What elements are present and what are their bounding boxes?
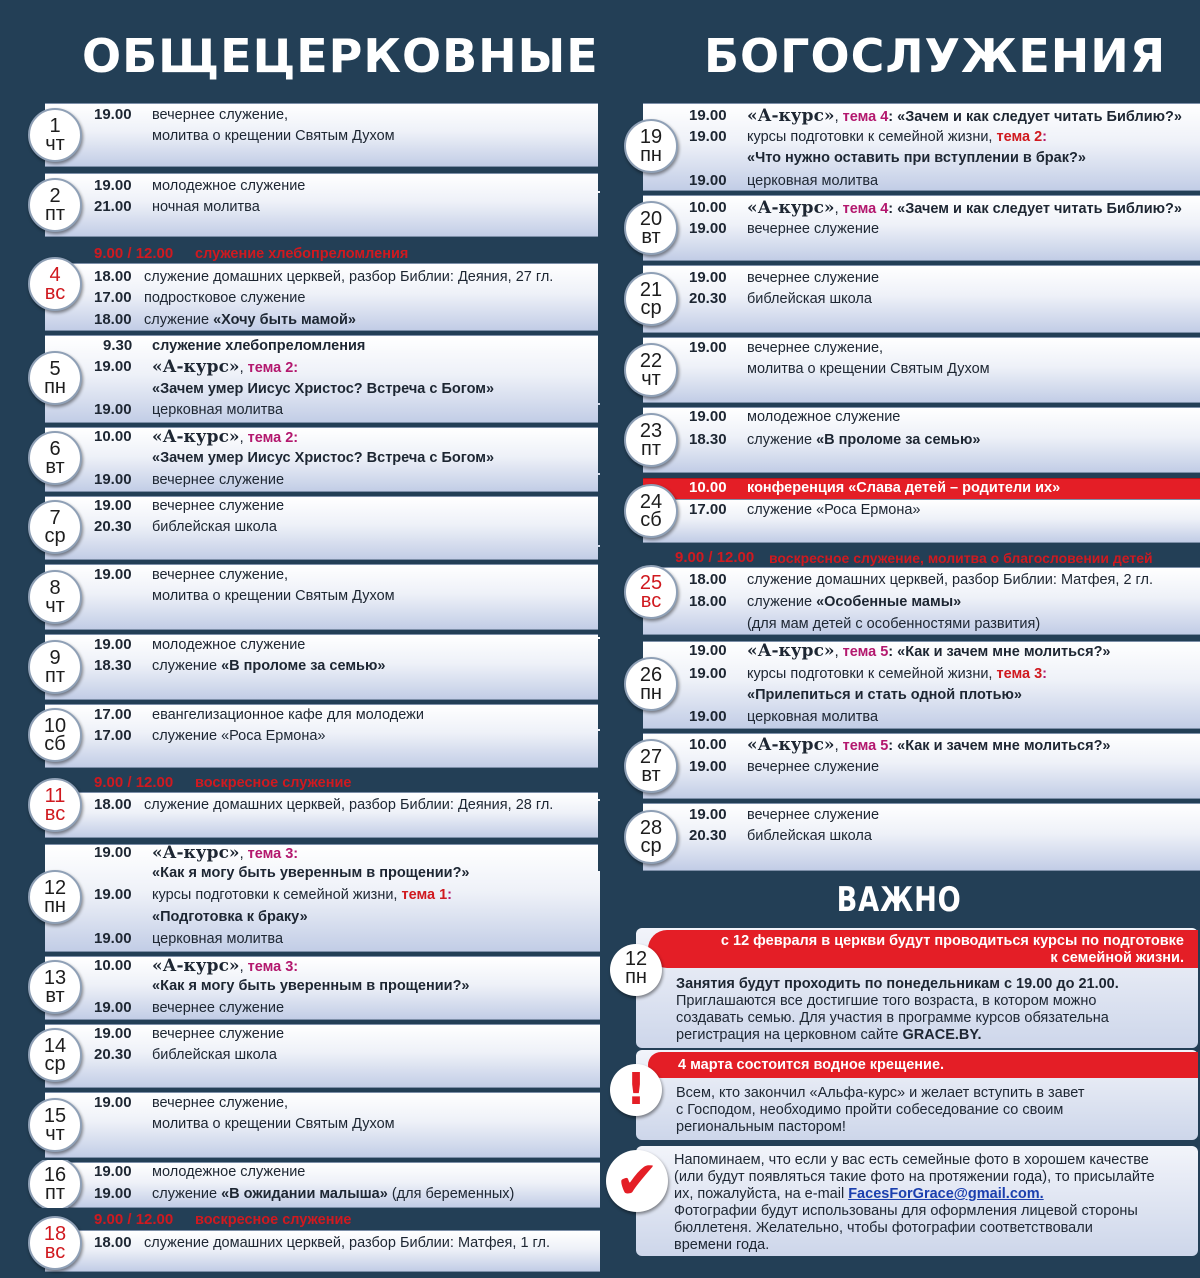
day-block-6	[0, 425, 600, 492]
day-block-21	[598, 263, 1200, 333]
event-time: 17.00	[94, 727, 132, 744]
event-text: молодежное служение	[747, 409, 901, 425]
event-text: «А-курс», тема 5: «Как и зачем мне молиться?»	[747, 735, 1111, 755]
event-text: вечернее служение	[152, 1026, 285, 1042]
event-text: вечернее служение	[152, 1000, 285, 1016]
date-badge: 28 ср	[624, 810, 678, 864]
day-block-12	[0, 842, 600, 952]
day-block-4	[0, 241, 600, 331]
event-time: 19.00	[94, 1025, 132, 1042]
event-text: вечернее служение,	[152, 107, 289, 123]
event-text: «А-курс», тема 4: «Зачем и как следует читать Библию?»	[747, 106, 1182, 126]
event-text: вечернее служение	[152, 498, 285, 514]
event-text: курсы подготовки к семейной жизни, тема 2:	[747, 129, 1047, 145]
notice-text: Всем, кто закончил «Альфа-курс» и желает вступить в завет с Господом, необходимо пройти собеседование со своим региональным пастором!	[676, 1085, 1085, 1135]
date-badge: 11 вс	[28, 778, 82, 832]
event-text: (для мам детей с особенностями развития)	[747, 616, 1041, 632]
event-time: 19.00	[94, 358, 132, 375]
header-title-left: ОБЩЕЦЕРКОВНЫЕ	[82, 29, 599, 83]
event-text: молодежное служение	[152, 1164, 306, 1180]
event-text: служение «Роса Ермона»	[152, 728, 326, 744]
event-time: 9.00 / 12.00	[94, 1211, 174, 1228]
event-text: молодежное служение	[152, 637, 306, 653]
event-text: подростковое служение	[144, 290, 306, 306]
event-time: 9.00 / 12.00	[94, 245, 174, 262]
event-text: евангелизационное кафе для молодежи	[152, 707, 424, 723]
day-block-7	[0, 494, 600, 560]
date-badge: 6 вт	[28, 431, 82, 485]
event-text: служение хлебопреломления	[152, 338, 366, 354]
date-badge: 23 пт	[624, 413, 678, 467]
event-time: 18.00	[689, 571, 727, 588]
event-time: 10.00	[94, 428, 132, 445]
notice-text: Напоминаем, что если у вас есть семейные фото в хорошем качестве (или будут появляться такие фото на протяжении года), то присылайте их, пожалуйста, на e-mail FacesForGrace@gmail.com. Фотографии будут использованы для оформления лицевой стороны бюллетеня. Желательно, чтобы фотографии соответствовали времени года.	[674, 1152, 1155, 1253]
event-time: 19.00	[94, 844, 132, 861]
event-time: 10.00	[689, 736, 727, 753]
date-badge: 16 пт	[28, 1160, 82, 1208]
date-badge: 5 пн	[28, 351, 82, 405]
date-badge: 14 ср	[28, 1028, 82, 1082]
event-time: 18.00	[94, 1234, 132, 1251]
date-badge: 4 вс	[28, 257, 82, 311]
event-text: вечернее служение,	[747, 340, 884, 356]
day-block-25	[598, 547, 1200, 637]
event-time: 19.00	[689, 408, 727, 425]
date-badge: 7 ср	[28, 500, 82, 554]
event-text: молитва о крещении Святым Духом	[152, 588, 395, 604]
event-time: 10.00	[94, 957, 132, 974]
notice-headline: с 12 февраля в церкви будут проводиться курсы по подготовке	[720, 933, 1184, 949]
notice-photos	[636, 1146, 1198, 1256]
date-badge: 27 вт	[624, 739, 678, 793]
event-time: 10.00	[689, 479, 727, 496]
day-block-28	[598, 801, 1200, 871]
event-time: 19.00	[689, 107, 727, 124]
date-badge: 26 пн	[624, 657, 678, 711]
notice-baptism	[636, 1050, 1198, 1140]
page-header	[0, 0, 1200, 100]
event-text: «А-курс», тема 2:	[152, 427, 299, 447]
event-time: 19.00	[94, 401, 132, 418]
notice-text: Занятия будут проходить по понедельникам с 19.00 до 21.00. Приглашаются все достигшие того возраста, в котором можно создавать семью. Для участия в программе курсов обязательна регистрация на церковном сайте GRACE.BY.	[676, 976, 1119, 1043]
event-time: 19.00	[94, 471, 132, 488]
event-text: вечернее служение	[747, 759, 880, 775]
event-text: молитва о крещении Святым Духом	[152, 128, 395, 144]
date-badge: 21 ср	[624, 272, 678, 326]
event-time: 18.00	[94, 311, 132, 328]
day-block-11	[0, 770, 600, 840]
event-time: 19.00	[689, 339, 727, 356]
date-badge: 18 вс	[28, 1216, 82, 1270]
event-text: служение домашних церквей, разбор Библии: Матфея, 1 гл.	[144, 1235, 551, 1251]
event-text: вечернее служение	[152, 472, 285, 488]
event-time: 19.00	[94, 1163, 132, 1180]
date-badge: 19 пн	[624, 119, 678, 173]
event-text: служение «Роса Ермона»	[747, 502, 921, 518]
date-badge: 25 вс	[624, 565, 678, 619]
event-text: вечернее служение,	[152, 1095, 289, 1111]
event-text: «Как я могу быть уверенным в прощении?»	[152, 865, 470, 881]
event-time: 18.30	[94, 657, 132, 674]
event-text: «А-курс», тема 3:	[152, 843, 299, 863]
event-time: 19.00	[94, 566, 132, 583]
event-time: 18.00	[94, 796, 132, 813]
event-text: вечернее служение,	[152, 567, 289, 583]
event-time: 17.00	[94, 289, 132, 306]
event-text: «А-курс», тема 2:	[152, 357, 299, 377]
event-time: 19.00	[689, 806, 727, 823]
day-block-2	[0, 171, 600, 239]
date-badge: 10 сб	[28, 708, 82, 762]
event-text: «А-курс», тема 4: «Зачем и как следует читать Библию?»	[747, 198, 1182, 218]
event-text: служение «Особенные мамы»	[747, 594, 962, 610]
event-text: воскресное служение, молитва о благословении детей	[769, 550, 1153, 566]
date-badge: 13 вт	[28, 960, 82, 1014]
notice-headline: 4 марта состоится водное крещение.	[678, 1057, 945, 1073]
day-block-16	[0, 1160, 600, 1208]
event-time: 10.00	[689, 199, 727, 216]
event-time: 19.00	[94, 106, 132, 123]
event-time: 18.30	[689, 431, 727, 448]
event-text: служение «В проломе за семью»	[747, 432, 981, 448]
day-block-5	[0, 333, 600, 423]
event-text: служение «В ожидании малыша» (для беременных)	[152, 1186, 515, 1202]
day-block-9	[0, 632, 600, 700]
day-block-15	[0, 1090, 600, 1158]
checkmark-icon: ✔	[606, 1150, 668, 1212]
event-text: конференция «Слава детей – родители их»	[747, 480, 1061, 496]
event-time: 19.00	[689, 269, 727, 286]
event-time: 19.00	[689, 128, 727, 145]
event-text: курсы подготовки к семейной жизни, тема 1:	[152, 887, 452, 903]
event-time: 17.00	[94, 706, 132, 723]
day-block-10	[0, 702, 600, 768]
date-badge: 9 пт	[28, 640, 82, 694]
event-text: церковная молитва	[152, 402, 284, 418]
event-time: 19.00	[94, 1185, 132, 1202]
date-badge: 12 пн	[28, 870, 82, 924]
day-block-19	[598, 101, 1200, 191]
day-block-23	[598, 405, 1200, 473]
event-text: церковная молитва	[747, 173, 879, 189]
event-text: библейская школа	[152, 1047, 277, 1063]
day-block-14	[0, 1022, 600, 1088]
day-block-24	[598, 475, 1200, 545]
day-block-13	[0, 954, 600, 1020]
event-time: 19.00	[94, 999, 132, 1016]
event-text: служение домашних церквей, разбор Библии: Деяния, 28 гл.	[144, 797, 554, 813]
event-time: 19.00	[689, 665, 727, 682]
event-text: воскресное служение	[195, 775, 352, 791]
event-time: 19.00	[689, 220, 727, 237]
day-block-1	[0, 101, 600, 169]
event-time: 20.30	[94, 518, 132, 535]
event-text: молодежное служение	[152, 178, 306, 194]
event-time: 19.00	[94, 636, 132, 653]
day-block-20	[598, 193, 1200, 261]
date-badge: 8 чт	[28, 570, 82, 624]
exclamation-icon: !	[610, 1064, 662, 1116]
event-text: молитва о крещении Святым Духом	[747, 361, 990, 377]
day-block-22	[598, 335, 1200, 403]
event-time: 17.00	[689, 501, 727, 518]
event-text: воскресное служение	[195, 1212, 352, 1228]
notice-courses	[636, 928, 1198, 1048]
event-text: «Зачем умер Иисус Христос? Встреча с Богом»	[152, 381, 495, 397]
event-text: «Зачем умер Иисус Христос? Встреча с Богом»	[152, 450, 495, 466]
event-time: 19.00	[689, 758, 727, 775]
notice-headline: к семейной жизни.	[1050, 950, 1184, 966]
event-text: «Подготовка к браку»	[152, 909, 308, 925]
event-time: 9.00 / 12.00	[94, 774, 174, 791]
event-text: церковная молитва	[747, 709, 879, 725]
date-badge: 15 чт	[28, 1098, 82, 1152]
date-badge: 20 вт	[624, 201, 678, 255]
event-text: «А-курс», тема 5: «Как и зачем мне молиться?»	[747, 641, 1111, 661]
date-badge: 2 пт	[28, 178, 82, 232]
event-text: молитва о крещении Святым Духом	[152, 1116, 395, 1132]
event-text: вечернее служение	[747, 807, 880, 823]
event-time: 9.00 / 12.00	[675, 549, 755, 566]
date-badge: 1 чт	[28, 108, 82, 162]
event-text: библейская школа	[747, 291, 872, 307]
day-block-8	[0, 562, 600, 630]
event-text: служение «В проломе за семью»	[152, 658, 386, 674]
date-badge: 22 чт	[624, 343, 678, 397]
event-time: 19.00	[94, 497, 132, 514]
event-time: 19.00	[94, 177, 132, 194]
important-title: ВАЖНО	[836, 880, 962, 920]
date-badge: 24 сб	[624, 484, 678, 538]
event-text: библейская школа	[747, 828, 872, 844]
event-time: 18.00	[689, 593, 727, 610]
date-badge: 12 пн	[610, 944, 662, 996]
event-time: 20.30	[689, 290, 727, 307]
event-time: 20.30	[94, 1046, 132, 1063]
event-text: служение «Хочу быть мамой»	[144, 312, 356, 328]
event-time: 19.00	[94, 1094, 132, 1111]
event-text: служение домашних церквей, разбор Библии: Деяния, 27 гл.	[144, 269, 554, 285]
event-text: «Прилепиться и стать одной плотью»	[747, 687, 1022, 703]
event-time: 9.30	[103, 337, 133, 354]
event-time: 19.00	[689, 172, 727, 189]
event-text: вечернее служение	[747, 270, 880, 286]
day-block-18	[0, 1208, 600, 1278]
event-time: 19.00	[94, 886, 132, 903]
event-text: библейская школа	[152, 519, 277, 535]
event-text: ночная молитва	[152, 199, 260, 215]
event-text: церковная молитва	[152, 931, 284, 947]
event-time: 19.00	[94, 930, 132, 947]
day-block-27	[598, 731, 1200, 799]
event-time: 19.00	[689, 708, 727, 725]
event-text: служение хлебопреломления	[195, 246, 409, 262]
event-text: «Как я могу быть уверенным в прощении?»	[152, 978, 470, 994]
event-time: 19.00	[689, 642, 727, 659]
day-block-26	[598, 639, 1200, 729]
event-text: служение домашних церквей, разбор Библии: Матфея, 2 гл.	[747, 572, 1154, 588]
event-time: 18.00	[94, 268, 132, 285]
event-text: вечернее служение	[747, 221, 880, 237]
email-link[interactable]: FacesForGrace@gmail.com.	[848, 1186, 1044, 1202]
event-text: «Что нужно оставить при вступлении в брак?»	[747, 150, 1086, 166]
event-text: «А-курс», тема 3:	[152, 956, 299, 976]
header-title-right: БОГОСЛУЖЕНИЯ	[704, 29, 1167, 83]
event-text: курсы подготовки к семейной жизни, тема 3:	[747, 666, 1047, 682]
event-time: 21.00	[94, 198, 132, 215]
event-time: 20.30	[689, 827, 727, 844]
